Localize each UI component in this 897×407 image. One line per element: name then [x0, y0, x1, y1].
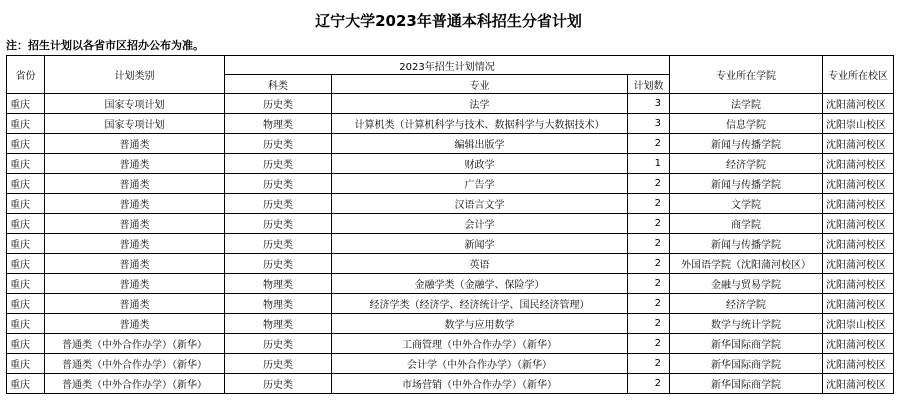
table-row: [7, 374, 894, 394]
cell-subject: 物理类: [225, 114, 332, 134]
enrollment-plan-table: [6, 55, 894, 394]
cell-count: 2: [628, 354, 670, 374]
cell-plan-type: 普通类: [45, 274, 225, 294]
cell-college: 新闻与传播学院: [670, 174, 823, 194]
cell-count: 2: [628, 294, 670, 314]
cell-campus: 沈阳蒲河校区: [823, 134, 894, 154]
table-row: [7, 174, 894, 194]
cell-major: 计算机类（计算机科学与技术、数据科学与大数据技术）: [332, 114, 628, 134]
cell-province: 重庆: [7, 314, 45, 334]
table-row: [7, 274, 894, 294]
cell-campus: 沈阳蒲河校区: [823, 214, 894, 234]
cell-campus: 沈阳蒲河校区: [823, 234, 894, 254]
cell-count: 2: [628, 134, 670, 154]
cell-plan-type: 国家专项计划: [45, 114, 225, 134]
cell-plan-type: 普通类（中外合作办学）（新华）: [45, 334, 225, 354]
cell-major: 财政学: [332, 154, 628, 174]
table-row: [7, 134, 894, 154]
cell-count: 2: [628, 174, 670, 194]
cell-college: 新华国际商学院: [670, 334, 823, 354]
cell-campus: 沈阳蒲河校区: [823, 294, 894, 314]
cell-subject: 历史类: [225, 154, 332, 174]
cell-plan-type: 普通类: [45, 314, 225, 334]
header-campus: 专业所在校区: [823, 56, 894, 94]
cell-subject: 历史类: [225, 234, 332, 254]
cell-subject: 历史类: [225, 354, 332, 374]
cell-major: 市场营销（中外合作办学）（新华）: [332, 374, 628, 394]
cell-college: 经济学院: [670, 294, 823, 314]
cell-major: 经济学类（经济学、经济统计学、国民经济管理）: [332, 294, 628, 314]
table-row: [7, 354, 894, 374]
cell-plan-type: 普通类（中外合作办学）（新华）: [45, 374, 225, 394]
cell-plan-type: 普通类: [45, 254, 225, 274]
cell-campus: 沈阳蒲河校区: [823, 354, 894, 374]
document-title: 辽宁大学2023年普通本科招生分省计划: [315, 12, 582, 30]
header-college: 专业所在学院: [670, 56, 823, 94]
header-count: 计划数: [628, 75, 670, 94]
cell-subject: 历史类: [225, 174, 332, 194]
cell-province: 重庆: [7, 114, 45, 134]
header-row-top: [7, 56, 894, 75]
cell-college: 经济学院: [670, 154, 823, 174]
cell-campus: 沈阳蒲河校区: [823, 154, 894, 174]
header-subject: 科类: [225, 75, 332, 94]
cell-count: 3: [628, 114, 670, 134]
cell-plan-type: 国家专项计划: [45, 94, 225, 114]
cell-college: 新华国际商学院: [670, 354, 823, 374]
table-row: [7, 254, 894, 274]
cell-major: 金融学类（金融学、保险学）: [332, 274, 628, 294]
cell-subject: 物理类: [225, 274, 332, 294]
cell-college: 信息学院: [670, 114, 823, 134]
cell-province: 重庆: [7, 294, 45, 314]
cell-subject: 历史类: [225, 374, 332, 394]
cell-province: 重庆: [7, 214, 45, 234]
cell-college: 商学院: [670, 214, 823, 234]
cell-province: 重庆: [7, 94, 45, 114]
table-row: [7, 234, 894, 254]
cell-province: 重庆: [7, 254, 45, 274]
cell-province: 重庆: [7, 374, 45, 394]
cell-major: 广告学: [332, 174, 628, 194]
table-row: [7, 194, 894, 214]
cell-province: 重庆: [7, 334, 45, 354]
cell-subject: 物理类: [225, 294, 332, 314]
cell-campus: 沈阳蒲河校区: [823, 174, 894, 194]
cell-college: 新闻与传播学院: [670, 234, 823, 254]
header-province: 省份: [7, 56, 45, 94]
table-row: [7, 314, 894, 334]
cell-province: 重庆: [7, 234, 45, 254]
cell-plan-type: 普通类（中外合作办学）（新华）: [45, 354, 225, 374]
cell-count: 2: [628, 374, 670, 394]
cell-province: 重庆: [7, 194, 45, 214]
cell-plan-type: 普通类: [45, 214, 225, 234]
cell-campus: 沈阳蒲河校区: [823, 94, 894, 114]
cell-college: 法学院: [670, 94, 823, 114]
cell-campus: 沈阳蒲河校区: [823, 374, 894, 394]
cell-count: 2: [628, 334, 670, 354]
header-group: 2023年招生计划情况: [225, 56, 670, 75]
cell-count: 3: [628, 94, 670, 114]
cell-subject: 历史类: [225, 134, 332, 154]
cell-plan-type: 普通类: [45, 194, 225, 214]
cell-plan-type: 普通类: [45, 234, 225, 254]
cell-college: 外国语学院（沈阳蒲河校区）: [670, 254, 823, 274]
cell-province: 重庆: [7, 274, 45, 294]
table-row: [7, 214, 894, 234]
cell-subject: 物理类: [225, 314, 332, 334]
cell-province: 重庆: [7, 174, 45, 194]
cell-count: 2: [628, 214, 670, 234]
cell-college: 数学与统计学院: [670, 314, 823, 334]
cell-province: 重庆: [7, 134, 45, 154]
cell-major: 工商管理（中外合作办学）（新华）: [332, 334, 628, 354]
cell-plan-type: 普通类: [45, 294, 225, 314]
cell-college: 新闻与传播学院: [670, 134, 823, 154]
cell-subject: 历史类: [225, 334, 332, 354]
header-plan-type: 计划类别: [45, 56, 225, 94]
cell-major: 新闻学: [332, 234, 628, 254]
cell-college: 新华国际商学院: [670, 374, 823, 394]
cell-plan-type: 普通类: [45, 154, 225, 174]
cell-subject: 历史类: [225, 94, 332, 114]
cell-province: 重庆: [7, 154, 45, 174]
cell-campus: 沈阳崇山校区: [823, 114, 894, 134]
table-row: [7, 114, 894, 134]
cell-count: 2: [628, 194, 670, 214]
cell-province: 重庆: [7, 354, 45, 374]
cell-subject: 历史类: [225, 254, 332, 274]
table-row: [7, 334, 894, 354]
cell-plan-type: 普通类: [45, 174, 225, 194]
cell-subject: 历史类: [225, 214, 332, 234]
cell-count: 2: [628, 254, 670, 274]
cell-plan-type: 普通类: [45, 134, 225, 154]
cell-campus: 沈阳蒲河校区: [823, 194, 894, 214]
cell-major: 英语: [332, 254, 628, 274]
cell-major: 编辑出版学: [332, 134, 628, 154]
table-row: [7, 154, 894, 174]
table-row: [7, 94, 894, 114]
cell-major: 法学: [332, 94, 628, 114]
table-row: [7, 294, 894, 314]
cell-campus: 沈阳崇山校区: [823, 314, 894, 334]
cell-major: 汉语言文学: [332, 194, 628, 214]
cell-major: 会计学: [332, 214, 628, 234]
cell-count: 2: [628, 234, 670, 254]
cell-count: 2: [628, 314, 670, 334]
cell-campus: 沈阳蒲河校区: [823, 274, 894, 294]
document-note: 注：招生计划以各省市区招办公布为准。: [6, 39, 204, 52]
cell-count: 1: [628, 154, 670, 174]
cell-major: 会计学（中外合作办学）（新华）: [332, 354, 628, 374]
cell-campus: 沈阳蒲河校区: [823, 334, 894, 354]
cell-count: 2: [628, 274, 670, 294]
cell-campus: 沈阳蒲河校区: [823, 254, 894, 274]
cell-subject: 历史类: [225, 194, 332, 214]
cell-major: 数学与应用数学: [332, 314, 628, 334]
header-major: 专业: [332, 75, 628, 94]
cell-college: 金融与贸易学院: [670, 274, 823, 294]
cell-college: 文学院: [670, 194, 823, 214]
